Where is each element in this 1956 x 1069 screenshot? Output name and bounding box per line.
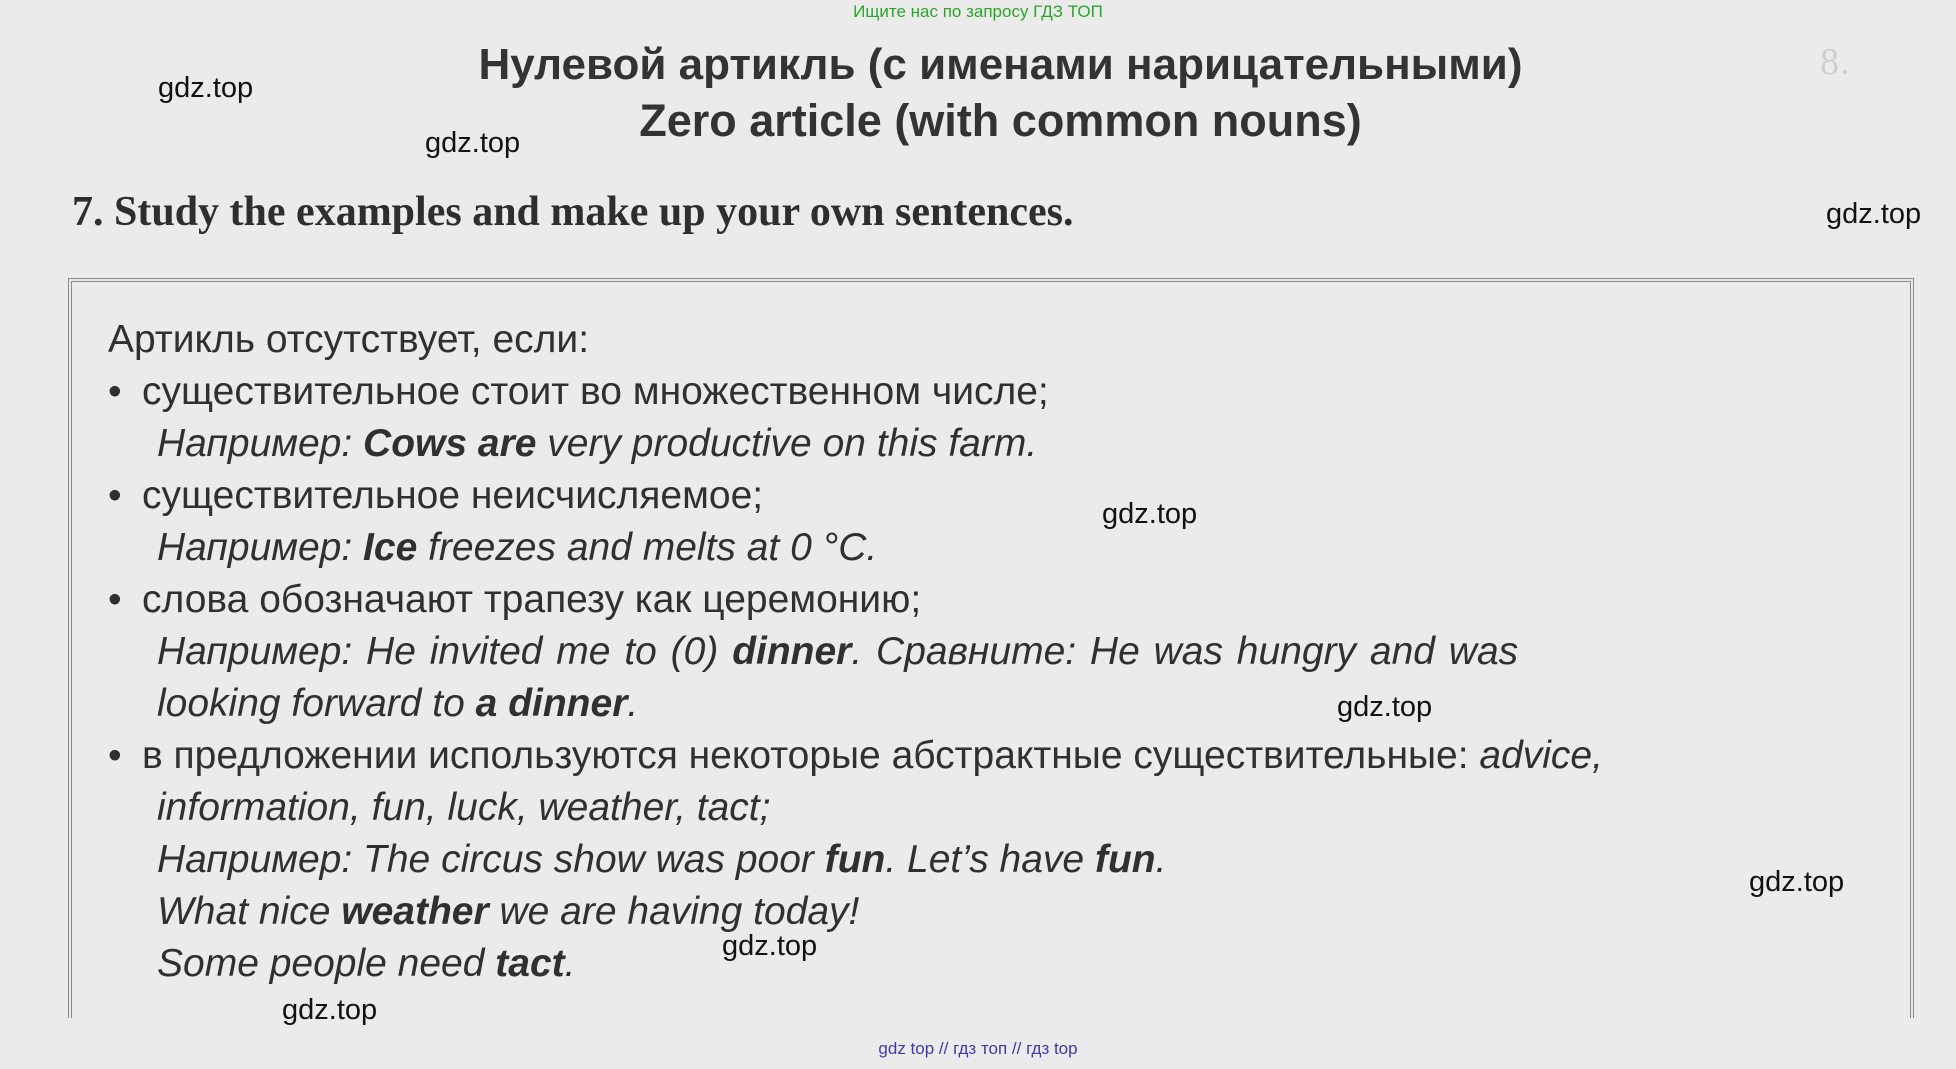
- watermark: gdz.top: [1102, 498, 1198, 530]
- bullet: •: [108, 474, 122, 517]
- rule-item-4-list: [157, 786, 770, 830]
- rule-item-3-condition: [108, 578, 921, 622]
- example-bold: dinner: [732, 630, 852, 673]
- rule-item-1-example: [157, 422, 1037, 466]
- footer: gdz top // гдз топ // гдз top: [878, 1039, 1078, 1058]
- rule-intro-text: Артикль отсутствует, если:: [108, 318, 590, 361]
- condition-text: в предложении используются некоторые абстрактные существительные:: [142, 734, 1480, 777]
- rule-item-1-condition: [108, 370, 1049, 414]
- condition-text: существительное стоит во множественном числе;: [142, 370, 1049, 413]
- rule-item-4-condition: [108, 734, 1603, 778]
- example-mid: . Let’s have: [885, 838, 1095, 881]
- example-prefix: Some people need: [157, 942, 496, 985]
- example-rest: . Сравните: He was hungry and was: [851, 630, 1519, 673]
- rule-item-3-example-line2: [157, 682, 638, 726]
- example-bold: weather: [341, 890, 489, 933]
- bullet: •: [108, 734, 122, 777]
- watermark: gdz.top: [282, 994, 378, 1026]
- example-prefix: Например: The circus show was poor: [157, 838, 825, 881]
- example-prefix: Например:: [157, 422, 364, 465]
- example-prefix: Например:: [157, 526, 364, 569]
- watermark: gdz.top: [158, 72, 254, 104]
- condition-text: существительное неисчисляемое;: [142, 474, 764, 517]
- top-banner: Ищите нас по запросу ГДЗ ТОП: [853, 2, 1103, 21]
- example-bold: fun: [1094, 838, 1156, 881]
- example-end: .: [1155, 838, 1167, 881]
- condition-text: слова обозначают трапезу как церемонию;: [142, 578, 922, 621]
- bullet: •: [108, 370, 122, 413]
- rule-intro: [108, 318, 589, 362]
- title-russian: Нулевой артикль (с именами нарицательными): [478, 40, 1523, 89]
- example-rest: .: [627, 682, 639, 725]
- noun-list: information, fun, luck, weather, tact;: [157, 786, 771, 829]
- watermark: gdz.top: [425, 127, 521, 159]
- rule-item-4-example-3: [157, 942, 575, 986]
- condition-italic: advice,: [1479, 734, 1603, 777]
- example-bold: Ice: [363, 526, 418, 569]
- watermark: gdz.top: [1337, 691, 1433, 723]
- title-english: Zero article (with common nouns): [639, 95, 1362, 146]
- rule-item-2-condition: [108, 474, 763, 518]
- watermark: gdz.top: [722, 930, 818, 962]
- task-heading: 7. Study the examples and make up your own sentences.: [72, 189, 1074, 235]
- watermark: gdz.top: [1749, 866, 1845, 898]
- rule-item-3-example: [157, 630, 1518, 674]
- example-prefix: looking forward to: [157, 682, 476, 725]
- example-bold: fun: [824, 838, 886, 881]
- example-rest: we are having today!: [488, 890, 860, 933]
- example-bold: Cows are: [363, 422, 537, 465]
- example-prefix: What nice: [157, 890, 342, 933]
- example-bold: a dinner: [475, 682, 628, 725]
- bullet: •: [108, 578, 122, 621]
- rule-item-4-example-1: [157, 838, 1166, 882]
- rule-item-2-example: [157, 526, 877, 570]
- example-rest: freezes and melts at 0 °C.: [417, 526, 878, 569]
- rule-item-4-example-2: [157, 890, 859, 934]
- example-prefix: Например: He invited me to (0): [157, 630, 733, 673]
- bleed-through-text: 8.: [1820, 41, 1851, 83]
- watermark: gdz.top: [1826, 198, 1922, 230]
- example-rest: very productive on this farm.: [536, 422, 1038, 465]
- example-rest: .: [564, 942, 576, 985]
- example-bold: tact: [495, 942, 565, 985]
